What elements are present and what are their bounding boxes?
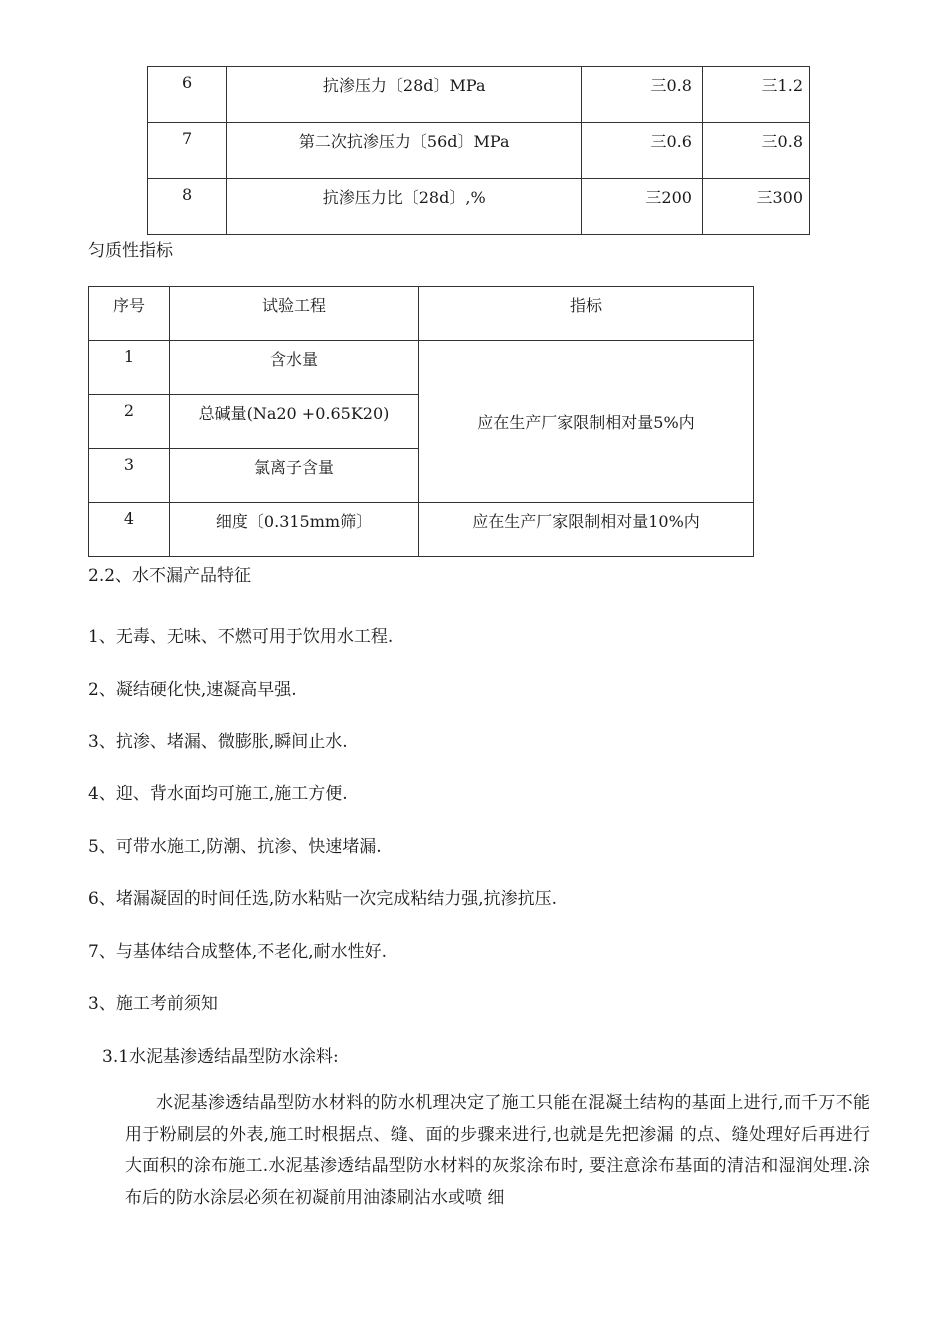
row-number: 4 xyxy=(89,503,170,557)
test-item: 氯离子含量 xyxy=(170,449,419,503)
section-heading-2-2: 2.2、水不漏产品特征 xyxy=(88,566,252,586)
table-row xyxy=(148,123,810,179)
table-header-row xyxy=(89,287,754,341)
row-number: 3 xyxy=(89,449,170,503)
header-index: 指标 xyxy=(419,287,754,341)
value-grade-2: 三1.2 xyxy=(702,67,809,123)
properties-table-continued xyxy=(147,66,810,235)
feature-item: 2、凝结硬化快,速凝高早强. xyxy=(88,680,297,700)
row-number: 6 xyxy=(148,67,227,123)
value-grade-1: 三0.6 xyxy=(582,123,703,179)
test-item: 含水量 xyxy=(170,341,419,395)
test-item: 抗渗压力〔28d〕MPa xyxy=(227,67,582,123)
value-grade-2: 三0.8 xyxy=(702,123,809,179)
value-grade-1: 三0.8 xyxy=(582,67,703,123)
row-number: 8 xyxy=(148,179,227,235)
feature-item: 6、堵漏凝固的时间任选,防水粘贴一次完成粘结力强,抗渗抗压. xyxy=(88,889,558,909)
feature-item: 4、迎、背水面均可施工,施工方便. xyxy=(88,784,348,804)
row-number: 7 xyxy=(148,123,227,179)
feature-item: 1、无毒、无味、不燃可用于饮用水工程. xyxy=(88,627,394,647)
value-grade-1: 三200 xyxy=(582,179,703,235)
table-row xyxy=(89,341,754,395)
merged-index-cell: 应在生产厂家限制相对量5%内 xyxy=(419,341,754,503)
uniformity-table xyxy=(88,286,754,557)
table-row xyxy=(89,503,754,557)
feature-item: 7、与基体结合成整体,不老化,耐水性好. xyxy=(88,942,388,962)
body-paragraph: 水泥基渗透结晶型防水材料的防水机理决定了施工只能在混凝土结构的基面上进行,而千万不能用于粉刷层的外表,施工时根据点、缝、面的步骤来进行,也就是先把渗漏 的点、缝处理好后再进行大面积的涂布施工.水泥基渗透结晶型防水材料的灰浆涂布时, 要注意涂布基面的清洁和湿润处理.涂布后的防水涂层必须在初凝前用油漆刷沾水或喷 细 xyxy=(125,1093,870,1208)
table-row xyxy=(148,179,810,235)
feature-item: 5、可带水施工,防潮、抗渗、快速堵漏. xyxy=(88,837,382,857)
section-heading-3: 3、施工考前须知 xyxy=(88,994,218,1014)
row-number: 1 xyxy=(89,341,170,395)
uniformity-heading: 匀质性指标 xyxy=(88,241,173,261)
row-number: 2 xyxy=(89,395,170,449)
table-row xyxy=(148,67,810,123)
test-item: 第二次抗渗压力〔56d〕MPa xyxy=(227,123,582,179)
header-test-item: 试验工程 xyxy=(170,287,419,341)
test-item: 抗渗压力比〔28d〕,% xyxy=(227,179,582,235)
header-number: 序号 xyxy=(89,287,170,341)
feature-item: 3、抗渗、堵漏、微膨胀,瞬间止水. xyxy=(88,732,348,752)
value-grade-2: 三300 xyxy=(702,179,809,235)
test-item: 总碱量(Na20 +0.65K20) xyxy=(170,395,419,449)
test-item: 细度〔0.315mm筛〕 xyxy=(170,503,419,557)
index-value: 应在生产厂家限制相对量10%内 xyxy=(419,503,754,557)
section-heading-3-1: 3.1水泥基渗透结晶型防水涂料: xyxy=(102,1047,339,1067)
